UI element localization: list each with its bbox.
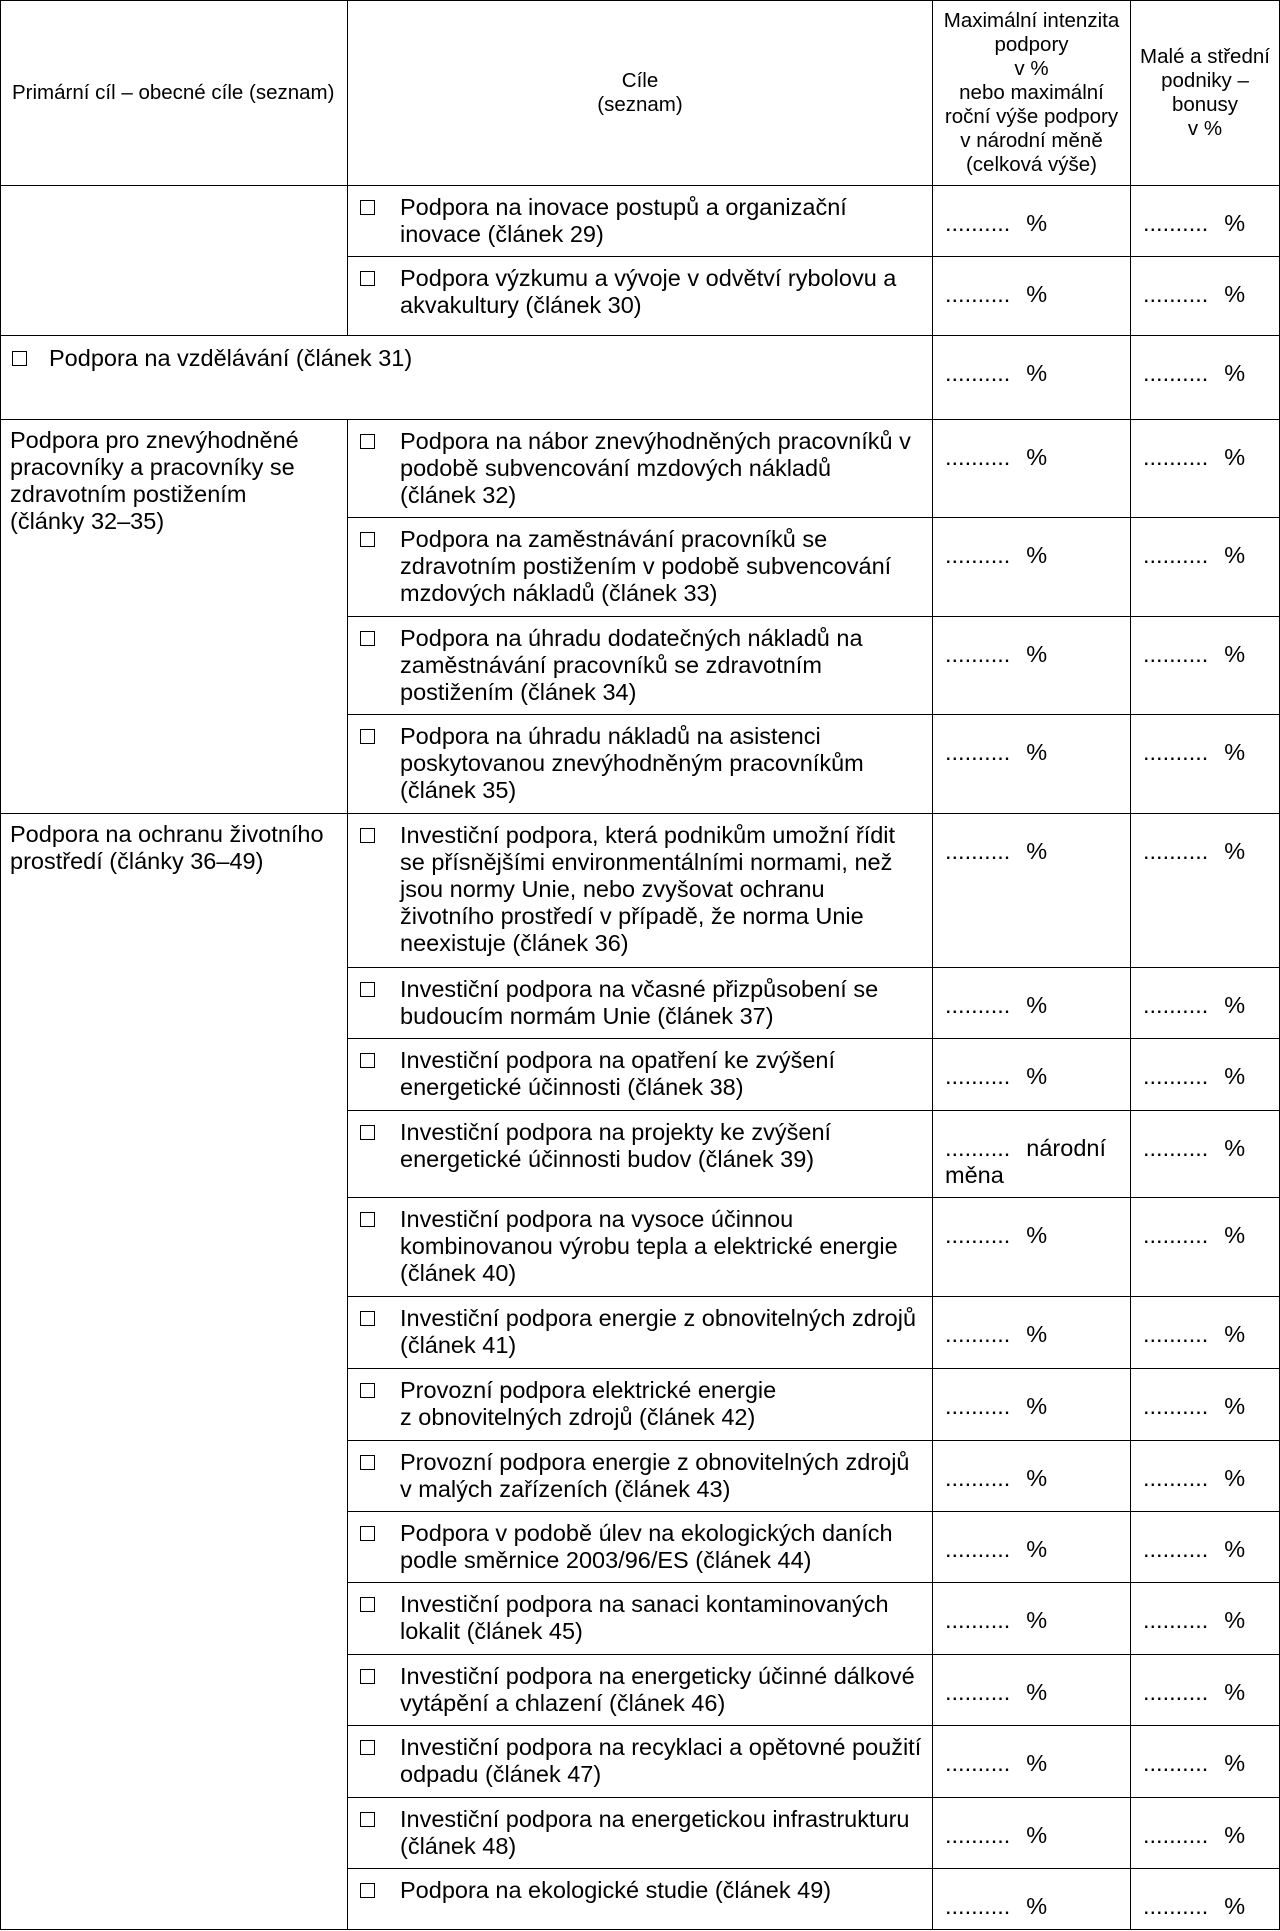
sme-bonus-blank: .......... xyxy=(1143,1393,1209,1419)
objective-label: Investiční podpora na energeticky účinné dálkové vytápění a chlazení (článek 46) xyxy=(400,1663,915,1716)
table-row xyxy=(1,336,1280,420)
max-intensity-cell xyxy=(933,715,1131,814)
max-intensity-blank: .......... xyxy=(945,1750,1011,1776)
max-intensity-cell xyxy=(933,1369,1131,1441)
objective-label: Investiční podpora na vysoce účinnou kombinovanou výrobu tepla a elektrické energie (článek 40) xyxy=(400,1206,898,1286)
objective-label: Investiční podpora energie z obnovitelných zdrojů (článek 41) xyxy=(400,1305,917,1358)
sme-bonus-blank: .......... xyxy=(1143,542,1209,568)
header-max-intensity: Maximální intenzita podpory v % nebo maximální roční výše podpory v národní měně (celková výše) xyxy=(933,1,1131,186)
max-intensity-unit: % xyxy=(1026,1822,1048,1848)
objective-label: Provozní podpora elektrické energie z obnovitelných zdrojů (článek 42) xyxy=(400,1377,777,1430)
checkbox[interactable] xyxy=(360,1053,375,1068)
sme-bonus-unit: % xyxy=(1224,1222,1246,1248)
checkbox[interactable] xyxy=(360,1311,375,1326)
sme-bonus-unit: % xyxy=(1224,444,1246,470)
sme-bonus-blank: .......... xyxy=(1143,1750,1209,1776)
checkbox[interactable] xyxy=(360,729,375,744)
sme-bonus-unit: % xyxy=(1224,1750,1246,1776)
sme-bonus-unit: % xyxy=(1224,1321,1246,1347)
sme-bonus-cell xyxy=(1131,617,1280,715)
primary-goal-disabled-workers: Podpora pro znevýhodněné pracovníky a pracovníky se zdravotním postižením (články 32–35) xyxy=(1,420,348,814)
sme-bonus-cell xyxy=(1131,1297,1280,1369)
primary-goal-empty-cell xyxy=(1,186,348,336)
table-row xyxy=(1,420,1280,518)
max-intensity-blank: .......... xyxy=(945,1222,1011,1248)
max-intensity-cell xyxy=(933,1111,1131,1198)
checkbox[interactable] xyxy=(360,1883,375,1898)
sme-bonus-unit: % xyxy=(1224,1822,1246,1848)
objective-cell xyxy=(348,1583,933,1655)
checkbox[interactable] xyxy=(360,1597,375,1612)
max-intensity-unit: % xyxy=(1026,1536,1048,1562)
objective-label: Investiční podpora na opatření ke zvýšení energetické účinnosti (článek 38) xyxy=(400,1047,836,1100)
max-intensity-unit: % xyxy=(1026,1465,1048,1491)
max-intensity-blank: .......... xyxy=(945,1679,1011,1705)
checkbox[interactable] xyxy=(360,200,375,215)
objective-label: Investiční podpora na sanaci kontaminovaných lokalit (článek 45) xyxy=(400,1591,889,1644)
sme-bonus-blank: .......... xyxy=(1143,1679,1209,1705)
max-intensity-cell xyxy=(933,1655,1131,1726)
max-intensity-cell xyxy=(933,1297,1131,1369)
objective-cell xyxy=(348,1869,933,1930)
sme-bonus-cell xyxy=(1131,257,1280,336)
max-intensity-unit: % xyxy=(1026,444,1048,470)
sme-bonus-cell xyxy=(1131,1369,1280,1441)
max-intensity-cell xyxy=(933,336,1131,420)
sme-bonus-blank: .......... xyxy=(1143,1222,1209,1248)
checkbox[interactable] xyxy=(360,1526,375,1541)
sme-bonus-unit: % xyxy=(1224,641,1246,667)
sme-bonus-blank: .......... xyxy=(1143,992,1209,1018)
objective-label: Podpora na úhradu nákladů na asistenci poskytovanou znevýhodněným pracovníkům (článek 35) xyxy=(400,723,864,803)
sme-bonus-blank: .......... xyxy=(1143,1063,1209,1089)
objective-cell xyxy=(348,186,933,257)
max-intensity-unit: % xyxy=(1026,1393,1048,1419)
max-intensity-unit: % xyxy=(1026,838,1048,864)
sme-bonus-blank: .......... xyxy=(1143,1822,1209,1848)
checkbox[interactable] xyxy=(360,982,375,997)
checkbox[interactable] xyxy=(360,1455,375,1470)
max-intensity-unit: % xyxy=(1026,210,1048,236)
max-intensity-cell xyxy=(933,968,1131,1039)
max-intensity-blank: .......... xyxy=(945,360,1011,386)
max-intensity-unit: % xyxy=(1026,1679,1048,1705)
sme-bonus-cell xyxy=(1131,1512,1280,1583)
checkbox[interactable] xyxy=(360,1812,375,1827)
max-intensity-unit: % xyxy=(1026,1222,1048,1248)
max-intensity-blank: .......... xyxy=(945,1607,1011,1633)
max-intensity-blank: .......... xyxy=(945,542,1011,568)
checkbox[interactable] xyxy=(360,1669,375,1684)
sme-bonus-blank: .......... xyxy=(1143,1465,1209,1491)
sme-bonus-blank: .......... xyxy=(1143,444,1209,470)
max-intensity-cell xyxy=(933,420,1131,518)
checkbox[interactable] xyxy=(360,631,375,646)
max-intensity-unit: % xyxy=(1026,1893,1048,1919)
max-intensity-cell xyxy=(933,1798,1131,1869)
max-intensity-unit: % xyxy=(1026,1607,1048,1633)
max-intensity-blank: .......... xyxy=(945,210,1011,236)
sme-bonus-unit: % xyxy=(1224,838,1246,864)
max-intensity-cell xyxy=(933,1039,1131,1111)
max-intensity-blank: .......... xyxy=(945,1536,1011,1562)
max-intensity-cell xyxy=(933,257,1131,336)
objective-label: Podpora na úhradu dodatečných nákladů na zaměstnávání pracovníků se zdravotním postižením (článek 34) xyxy=(400,625,863,705)
max-intensity-unit: % xyxy=(1026,1063,1048,1089)
sme-bonus-unit: % xyxy=(1224,1465,1246,1491)
objective-cell xyxy=(348,1297,933,1369)
objective-cell xyxy=(348,1111,933,1198)
sme-bonus-cell xyxy=(1131,336,1280,420)
max-intensity-blank: .......... xyxy=(945,281,1011,307)
checkbox[interactable] xyxy=(360,1125,375,1140)
checkbox[interactable] xyxy=(360,434,375,449)
sme-bonus-blank: .......... xyxy=(1143,739,1209,765)
sme-bonus-unit: % xyxy=(1224,281,1246,307)
sme-bonus-cell xyxy=(1131,186,1280,257)
max-intensity-cell xyxy=(933,1441,1131,1512)
objective-cell xyxy=(348,1798,933,1869)
objective-label: Investiční podpora na energetickou infrastrukturu (článek 48) xyxy=(400,1806,910,1859)
objective-cell xyxy=(348,1441,933,1512)
max-intensity-unit: % xyxy=(1026,992,1048,1018)
sme-bonus-blank: .......... xyxy=(1143,641,1209,667)
sme-bonus-unit: % xyxy=(1224,1536,1246,1562)
checkbox[interactable] xyxy=(360,1740,375,1755)
objective-label: Investiční podpora, která podnikům umožní řídit se přísnějšími environmentálními normami, než jsou normy Unie, nebo zvyšovat ochranu životního prostředí v případě, že norma Unie neexistuje (článek 36) xyxy=(400,822,896,956)
sme-bonus-blank: .......... xyxy=(1143,1321,1209,1347)
max-intensity-unit: % xyxy=(1026,739,1048,765)
objective-label: Podpora na nábor znevýhodněných pracovníků v podobě subvencování mzdových nákladů (článek 32) xyxy=(400,428,911,508)
sme-bonus-unit: % xyxy=(1224,1607,1246,1633)
primary-goal-environment: Podpora na ochranu životního prostředí (články 36–49) xyxy=(1,814,348,1930)
max-intensity-cell xyxy=(933,1583,1131,1655)
max-intensity-unit: % xyxy=(1026,281,1048,307)
objective-cell xyxy=(1,336,933,420)
objective-label: Investiční podpora na včasné přizpůsobení se budoucím normám Unie (článek 37) xyxy=(400,976,879,1029)
objective-label: Podpora výzkumu a vývoje v odvětví rybolovu a akvakultury (článek 30) xyxy=(400,265,897,318)
table-row xyxy=(1,814,1280,968)
objective-cell xyxy=(348,420,933,518)
sme-bonus-blank: .......... xyxy=(1143,1607,1209,1633)
max-intensity-cell xyxy=(933,1198,1131,1297)
max-intensity-unit: národní měna xyxy=(945,1135,1106,1188)
max-intensity-cell xyxy=(933,1726,1131,1798)
max-intensity-blank: .......... xyxy=(945,1465,1011,1491)
max-intensity-cell xyxy=(933,1512,1131,1583)
objective-cell xyxy=(348,968,933,1039)
max-intensity-blank: .......... xyxy=(945,1393,1011,1419)
max-intensity-blank: .......... xyxy=(945,444,1011,470)
max-intensity-unit: % xyxy=(1026,641,1048,667)
checkbox[interactable] xyxy=(360,1383,375,1398)
sme-bonus-unit: % xyxy=(1224,210,1246,236)
max-intensity-blank: .......... xyxy=(945,1321,1011,1347)
sme-bonus-unit: % xyxy=(1224,739,1246,765)
max-intensity-cell xyxy=(933,1869,1131,1930)
sme-bonus-unit: % xyxy=(1224,1135,1246,1161)
sme-bonus-unit: % xyxy=(1224,360,1246,386)
sme-bonus-cell xyxy=(1131,1798,1280,1869)
sme-bonus-cell xyxy=(1131,1111,1280,1198)
sme-bonus-unit: % xyxy=(1224,542,1246,568)
sme-bonus-cell xyxy=(1131,1441,1280,1512)
max-intensity-unit: % xyxy=(1026,1750,1048,1776)
header-objectives: Cíle (seznam) xyxy=(348,1,933,186)
sme-bonus-unit: % xyxy=(1224,1063,1246,1089)
checkbox[interactable] xyxy=(360,828,375,843)
sme-bonus-blank: .......... xyxy=(1143,1135,1209,1161)
objective-cell xyxy=(348,715,933,814)
max-intensity-blank: .......... xyxy=(945,1063,1011,1089)
checkbox[interactable] xyxy=(360,532,375,547)
objective-cell xyxy=(348,1369,933,1441)
sme-bonus-cell xyxy=(1131,1655,1280,1726)
sme-bonus-cell xyxy=(1131,1198,1280,1297)
sme-bonus-cell xyxy=(1131,1039,1280,1111)
objective-label: Podpora na ekologické studie (článek 49) xyxy=(400,1877,832,1903)
checkbox[interactable] xyxy=(360,271,375,286)
sme-bonus-blank: .......... xyxy=(1143,281,1209,307)
sme-bonus-cell xyxy=(1131,715,1280,814)
max-intensity-cell xyxy=(933,186,1131,257)
max-intensity-cell xyxy=(933,518,1131,617)
objective-cell xyxy=(348,814,933,968)
objective-cell xyxy=(348,1512,933,1583)
checkbox[interactable] xyxy=(360,1212,375,1227)
sme-bonus-unit: % xyxy=(1224,1393,1246,1419)
objective-label: Investiční podpora na recyklaci a opětovné použití odpadu (článek 47) xyxy=(400,1734,922,1787)
objective-label: Investiční podpora na projekty ke zvýšení energetické účinnosti budov (článek 39) xyxy=(400,1119,832,1172)
sme-bonus-cell xyxy=(1131,1726,1280,1798)
sme-bonus-unit: % xyxy=(1224,1679,1246,1705)
objective-cell xyxy=(348,1655,933,1726)
max-intensity-unit: % xyxy=(1026,1321,1048,1347)
max-intensity-cell xyxy=(933,814,1131,968)
max-intensity-blank: .......... xyxy=(945,838,1011,864)
objective-cell xyxy=(348,257,933,336)
objective-label: Podpora na inovace postupů a organizační inovace (článek 29) xyxy=(400,194,847,247)
max-intensity-unit: % xyxy=(1026,542,1048,568)
header-sme-bonus: Malé a střední podniky – bonusy v % xyxy=(1131,1,1280,186)
sme-bonus-cell xyxy=(1131,1583,1280,1655)
objective-cell xyxy=(348,518,933,617)
sme-bonus-unit: % xyxy=(1224,992,1246,1018)
objective-cell xyxy=(348,617,933,715)
max-intensity-blank: .......... xyxy=(945,992,1011,1018)
checkbox[interactable] xyxy=(12,351,27,366)
max-intensity-blank: .......... xyxy=(945,1822,1011,1848)
objective-cell xyxy=(348,1039,933,1111)
max-intensity-blank: .......... xyxy=(945,1893,1011,1919)
objective-label: Podpora na zaměstnávání pracovníků se zdravotním postižením v podobě subvencování mzdových nákladů (článek 33) xyxy=(400,526,892,606)
sme-bonus-unit: % xyxy=(1224,1893,1246,1919)
header-primary-goal: Primární cíl – obecné cíle (seznam) xyxy=(1,1,348,186)
sme-bonus-cell xyxy=(1131,968,1280,1039)
header-row xyxy=(1,1,1280,186)
sme-bonus-blank: .......... xyxy=(1143,1536,1209,1562)
max-intensity-cell xyxy=(933,617,1131,715)
sme-bonus-blank: .......... xyxy=(1143,210,1209,236)
objective-cell xyxy=(348,1726,933,1798)
sme-bonus-blank: .......... xyxy=(1143,838,1209,864)
table-row xyxy=(1,186,1280,257)
max-intensity-blank: .......... xyxy=(945,1135,1011,1161)
max-intensity-blank: .......... xyxy=(945,739,1011,765)
objective-label: Provozní podpora energie z obnovitelných zdrojů v malých zařízeních (článek 43) xyxy=(400,1449,910,1502)
sme-bonus-cell xyxy=(1131,1869,1280,1930)
sme-bonus-blank: .......... xyxy=(1143,1893,1209,1919)
objective-label: Podpora v podobě úlev na ekologických daních podle směrnice 2003/96/ES (článek 44) xyxy=(400,1520,893,1573)
max-intensity-unit: % xyxy=(1026,360,1048,386)
sme-bonus-cell xyxy=(1131,814,1280,968)
sme-bonus-cell xyxy=(1131,518,1280,617)
max-intensity-blank: .......... xyxy=(945,641,1011,667)
objective-label: Podpora na vzdělávání (článek 31) xyxy=(49,345,413,371)
sme-bonus-blank: .......... xyxy=(1143,360,1209,386)
objective-cell xyxy=(348,1198,933,1297)
sme-bonus-cell xyxy=(1131,420,1280,518)
